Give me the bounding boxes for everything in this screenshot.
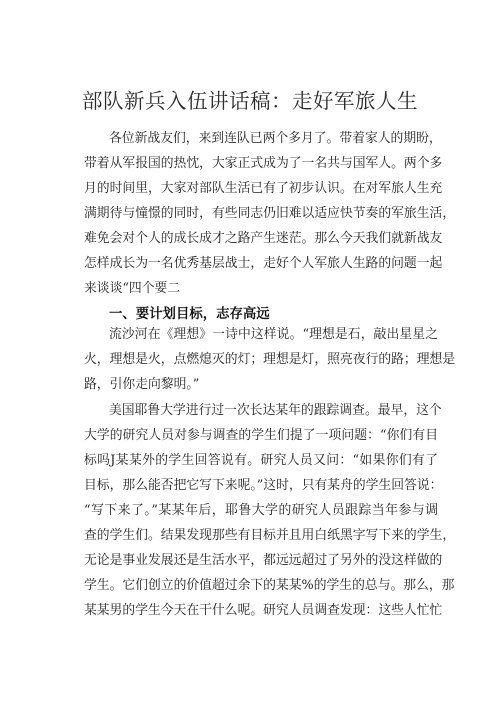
paragraph-3-line-5: “写下来了。”某某年后，耶鲁大学的研究人员跟踪当年参与调 (84, 503, 438, 518)
document-title: 部队新兵入伍讲话稿：走好军旅人生 (82, 89, 418, 113)
paragraph-2-line-1: 流沙河在《理想》一诗中这样说。“理想是石，敲出星星之 (109, 327, 438, 342)
paragraph-2-line-3: 路，引你走向黎明。” (84, 377, 200, 392)
paragraph-3-line-6: 查的学生们。结果发现那些有目标并且用白纸黑字写下来的学生， (84, 528, 456, 543)
paragraph-2-line-2: 火，理想是火，点燃熄灭的灯；理想是灯，照亮夜行的路；理想是 (84, 352, 456, 367)
paragraph-3-line-3: 标吗J某某外的学生回答说有。研究人员又问：“如果你们有了 (84, 453, 438, 468)
section-heading: 一、要计划目标，志存高远 (109, 307, 270, 322)
paragraph-1-line-2: 带着从军报国的热忱，大家正式成为了一名共与国军人。两个多 (84, 156, 443, 171)
paragraph-1-line-3: 月的时间里，大家对部队生活已有了初步认识。在对军旅人生充 (84, 181, 443, 196)
paragraph-3-line-7: 无论是事业发展还是生活水平，都远远超过了另外的没这样做的 (84, 553, 443, 568)
paragraph-1-line-6: 怎样成长为一名优秀基层战士，走好个人军旅人生路的问题一起 (84, 256, 443, 271)
paragraph-3-line-1: 美国耶鲁大学进行过一次长达某年的跟踪调查。最早，这个 (109, 403, 442, 418)
paragraph-3-line-8: 学生。它们创立的价值超过余下的某某%的学生的总与。那么，那 (84, 578, 455, 593)
paragraph-3-line-4: 目标，那么能否把它写下来呢。”这时，只有某舟的学生回答说： (84, 478, 443, 493)
paragraph-1-line-7: 来谈谈“四个要二 (84, 281, 181, 296)
paragraph-1-line-4: 满期待与憧憬的同时，有些同志仍旧难以适应快节奏的军旅生活， (84, 206, 456, 221)
paragraph-1-line-1: 各位新战友们，来到连队已两个多月了。带着家人的期盼， (109, 131, 442, 146)
paragraph-3-line-9: 某某男的学生今天在干什么呢。研究人员调查发现：这些人忙忙 (84, 603, 443, 618)
paragraph-3-line-2: 大学的研究人员对参与调查的学生们提了一项问题：“你们有目 (84, 428, 438, 443)
paragraph-1-line-5: 难免会对个人的成长成才之路产生迷茫。那么今天我们就新战友 (84, 231, 443, 246)
